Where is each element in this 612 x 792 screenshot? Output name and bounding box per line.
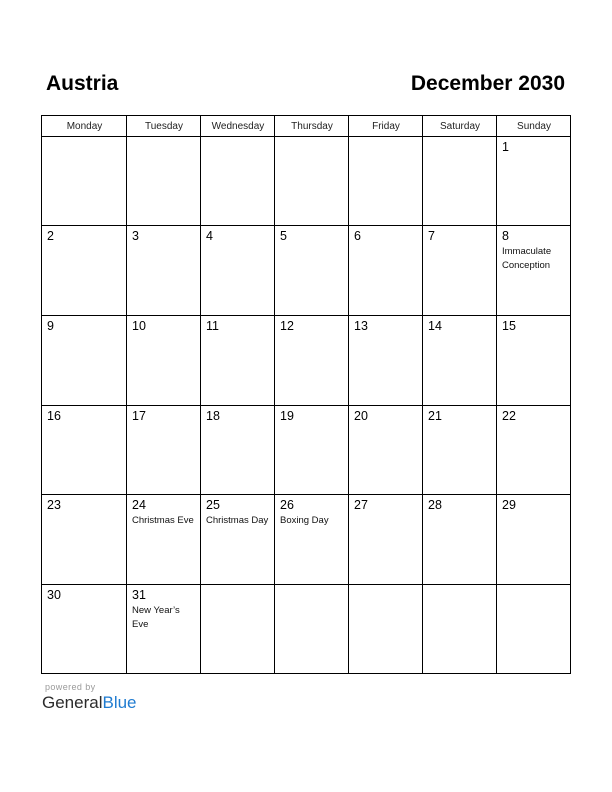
weekday-saturday: Saturday	[439, 121, 481, 132]
day-number: 15	[502, 319, 516, 333]
day-cell-14[interactable]	[423, 316, 497, 406]
empty-day-cell	[275, 137, 349, 226]
day-number: 19	[280, 409, 294, 423]
weekday-header-row	[42, 116, 570, 137]
day-number: 10	[132, 319, 146, 333]
day-cell-29[interactable]	[497, 495, 571, 585]
day-cell-12[interactable]	[275, 316, 349, 406]
day-number: 22	[502, 409, 516, 423]
day-cell-31[interactable]	[127, 585, 201, 674]
weekday-tuesday: Tuesday	[145, 121, 183, 132]
empty-day-cell	[349, 585, 423, 674]
day-number: 4	[206, 229, 213, 243]
day-cell-30[interactable]	[42, 585, 127, 674]
day-cell-25[interactable]	[201, 495, 275, 585]
day-cell-23[interactable]	[42, 495, 127, 585]
day-cell-24[interactable]	[127, 495, 201, 585]
day-cell-13[interactable]	[349, 316, 423, 406]
day-cell-7[interactable]	[423, 226, 497, 316]
empty-day-cell	[42, 137, 127, 226]
day-number: 25	[206, 498, 220, 512]
day-number: 13	[354, 319, 368, 333]
day-cell-1[interactable]	[497, 137, 571, 226]
day-number: 11	[206, 319, 219, 333]
empty-day-cell	[497, 585, 571, 674]
day-number: 30	[47, 588, 61, 602]
day-cell-21[interactable]	[423, 406, 497, 495]
empty-day-cell	[127, 137, 201, 226]
day-cell-28[interactable]	[423, 495, 497, 585]
day-number: 6	[354, 229, 361, 243]
holiday-label: Boxing Day	[280, 515, 329, 526]
day-cell-16[interactable]	[42, 406, 127, 495]
holiday-label: Immaculate Conception	[502, 246, 552, 271]
day-cell-17[interactable]	[127, 406, 201, 495]
country-title: Austria	[46, 72, 119, 95]
empty-day-cell	[201, 137, 275, 226]
day-cell-5[interactable]	[275, 226, 349, 316]
weekday-sunday: Sunday	[517, 121, 551, 132]
day-number: 7	[428, 229, 435, 243]
day-number: 1	[502, 140, 509, 154]
month-year-title: December 2030	[410, 72, 565, 95]
day-cell-26[interactable]	[275, 495, 349, 585]
empty-day-cell	[423, 137, 497, 226]
day-number: 21	[428, 409, 442, 423]
empty-day-cell	[349, 137, 423, 226]
day-number: 27	[354, 498, 368, 512]
day-cell-3[interactable]	[127, 226, 201, 316]
holiday-label: Christmas Day	[206, 515, 269, 526]
day-number: 29	[502, 498, 516, 512]
day-number: 3	[132, 229, 139, 243]
powered-by-label: powered by	[45, 682, 96, 692]
brand-general-text: General	[42, 693, 103, 712]
day-number: 9	[47, 319, 54, 333]
day-cell-20[interactable]	[349, 406, 423, 495]
day-cell-2[interactable]	[42, 226, 127, 316]
day-number: 20	[354, 409, 368, 423]
day-number: 31	[132, 588, 146, 602]
day-cell-8[interactable]	[497, 226, 571, 316]
weekday-friday: Friday	[372, 121, 400, 132]
calendar-grid	[41, 115, 571, 674]
brand-blue-text: Blue	[102, 693, 137, 712]
day-cell-4[interactable]	[201, 226, 275, 316]
day-cell-6[interactable]	[349, 226, 423, 316]
day-cell-9[interactable]	[42, 316, 127, 406]
empty-day-cell	[201, 585, 275, 674]
day-number: 17	[132, 409, 146, 423]
day-cell-10[interactable]	[127, 316, 201, 406]
day-number: 12	[280, 319, 294, 333]
day-number: 16	[47, 409, 61, 423]
day-cell-11[interactable]	[201, 316, 275, 406]
empty-day-cell	[275, 585, 349, 674]
weekday-monday: Monday	[66, 121, 103, 132]
day-number: 14	[428, 319, 442, 333]
holiday-label: New Year’s Eve	[132, 605, 180, 630]
day-number: 24	[132, 498, 146, 512]
day-cell-18[interactable]	[201, 406, 275, 495]
holiday-label: Christmas Eve	[132, 515, 194, 526]
day-number: 28	[428, 498, 442, 512]
day-number: 8	[502, 229, 509, 243]
day-cell-27[interactable]	[349, 495, 423, 585]
day-number: 5	[280, 229, 287, 243]
weekday-thursday: Thursday	[291, 121, 333, 132]
day-number: 18	[206, 409, 220, 423]
day-number: 23	[47, 498, 61, 512]
day-cell-22[interactable]	[497, 406, 571, 495]
weekday-wednesday: Wednesday	[211, 121, 265, 132]
day-number: 26	[280, 498, 294, 512]
generalblue-logo[interactable]	[42, 693, 137, 713]
day-cell-19[interactable]	[275, 406, 349, 495]
empty-day-cell	[423, 585, 497, 674]
day-cell-15[interactable]	[497, 316, 571, 406]
day-number: 2	[47, 229, 54, 243]
